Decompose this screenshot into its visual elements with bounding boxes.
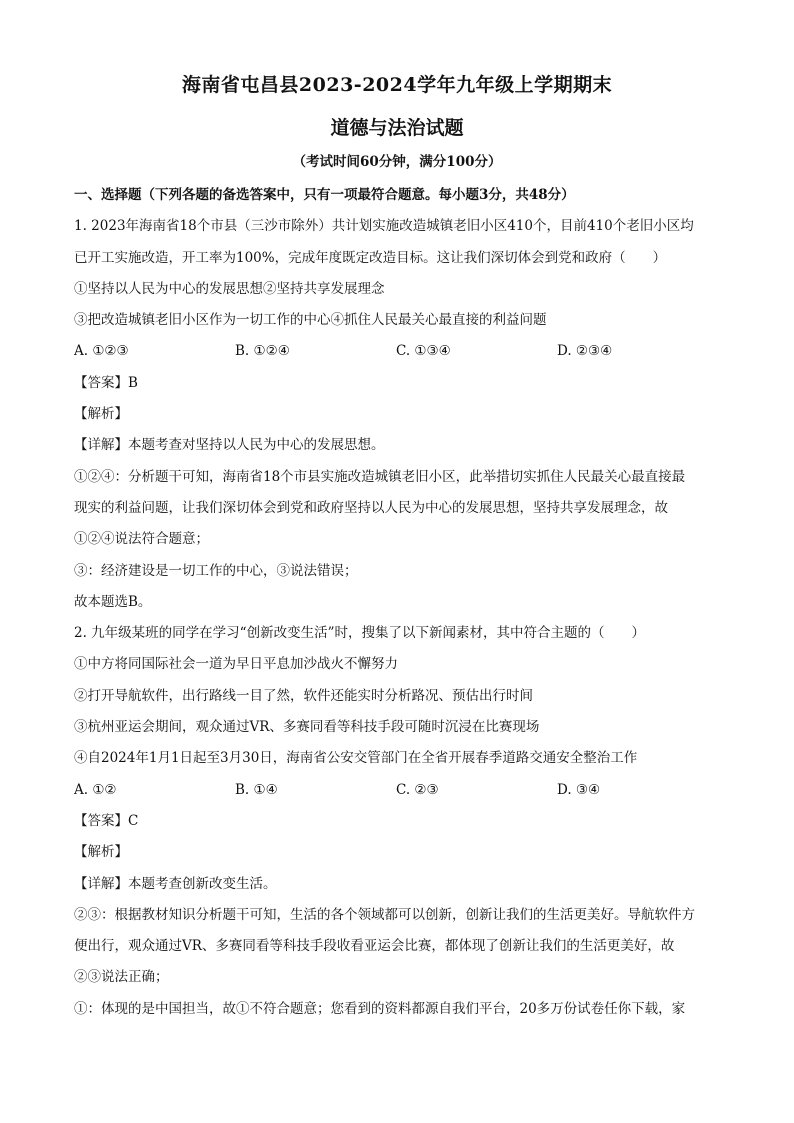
q2-option-b: B. ①④ bbox=[235, 781, 278, 798]
q1-option-d: D. ②③④ bbox=[557, 343, 613, 360]
q1-detail-line-6: 故本题选B。 bbox=[74, 593, 152, 610]
q2-answer: 【答案】C bbox=[74, 812, 139, 829]
q2-item-line-4: ④自2024年1月1日起至3月30日，海南省公安交管部门在全省开展春季道路交通安全整治工作 bbox=[74, 750, 638, 767]
q2-analysis-label: 【解析】 bbox=[74, 844, 128, 861]
q2-option-c: C. ②③ bbox=[396, 781, 439, 798]
q1-detail-line-5: ③：经济建设是一切工作的中心，③说法错误； bbox=[74, 562, 358, 579]
q1-option-c: C. ①③④ bbox=[396, 343, 451, 360]
q2-detail-line-3: 便出行，观众通过VR、多赛同看等科技手段收看亚运会比赛，都体现了创新让我们的生活更美好，故 bbox=[74, 938, 675, 955]
q2-option-a: A. ①② bbox=[74, 781, 117, 798]
q1-answer: 【答案】B bbox=[74, 374, 138, 391]
q1-option-a: A. ①②③ bbox=[74, 343, 129, 360]
q2-detail-line-5: ①：体现的是中国担当，故①不符合题意；您看到的资料都源自我们平台，20多万份试卷任你下载，家 bbox=[74, 1000, 686, 1017]
q1-item-line-2: ③把改造城镇老旧小区作为一切工作的中心④抓住人民最关心最直接的利益问题 bbox=[74, 312, 547, 329]
q1-detail-line-4: ①②④说法符合题意； bbox=[74, 531, 209, 548]
q2-detail-line-2: ②③：根据教材知识分析题干可知，生活的各个领域都可以创新，创新让我们的生活更美好。导航软件方 bbox=[74, 906, 695, 923]
q2-option-d: D. ③④ bbox=[557, 781, 601, 798]
section-heading: 一、选择题（下列各题的备选答案中，只有一项最符合题意。每小题3分，共48分） bbox=[74, 187, 575, 203]
exam-content bbox=[74, 180, 724, 1025]
q1-options bbox=[74, 336, 724, 367]
q2-detail-line-1: 【详解】本题考查创新改变生活。 bbox=[74, 875, 277, 892]
q1-item-line-1: ①坚持以人民为中心的发展思想②坚持共享发展理念 bbox=[74, 280, 385, 297]
q1-option-b: B. ①②④ bbox=[235, 343, 290, 360]
q2-item-line-2: ②打开导航软件，出行路线一目了然，软件还能实时分析路况、预估出行时间 bbox=[74, 687, 533, 704]
q1-detail-line-1: 【详解】本题考查对坚持以人民为中心的发展思想。 bbox=[74, 437, 385, 454]
q1-analysis-label: 【解析】 bbox=[74, 406, 128, 423]
q2-stem-line-1: 2. 九年级某班的同学在学习“创新改变生活”时，搜集了以下新闻素材，其中符合主题的（ ） bbox=[74, 625, 645, 642]
q2-options bbox=[74, 775, 724, 806]
q1-detail-line-2: ①②④：分析题干可知，海南省18个市县实施改造城镇老旧小区，此举措切实抓住人民最关心最直接最 bbox=[74, 468, 686, 485]
q2-detail-line-4: ②③说法正确； bbox=[74, 969, 169, 986]
exam-subject-title: 道德与法治试题 bbox=[330, 117, 464, 139]
q2-item-line-1: ①中方将同国际社会一道为早日平息加沙战火不懈努力 bbox=[74, 656, 398, 673]
q1-stem-line-1: 1. 2023年海南省18个市县（三沙市除外）共计划实施改造城镇老旧小区410个，目前410个老旧小区均 bbox=[74, 218, 694, 235]
q1-stem-line-2: 已开工实施改造，开工率为100%，完成年度既定改造目标。这让我们深切体会到党和政府（ ） bbox=[74, 249, 667, 266]
q1-detail-line-3: 现实的利益问题，让我们深切体会到党和政府坚持以人民为中心的发展思想，坚持共享发展理念，故 bbox=[74, 499, 668, 516]
q2-item-line-3: ③杭州亚运会期间，观众通过VR、多赛同看等科技手段可随时沉浸在比赛现场 bbox=[74, 719, 540, 736]
exam-time-note: （考试时间60分钟，满分100分） bbox=[292, 154, 502, 170]
exam-title: 海南省屯昌县2023-2024学年九年级上学期期末 bbox=[181, 74, 613, 96]
